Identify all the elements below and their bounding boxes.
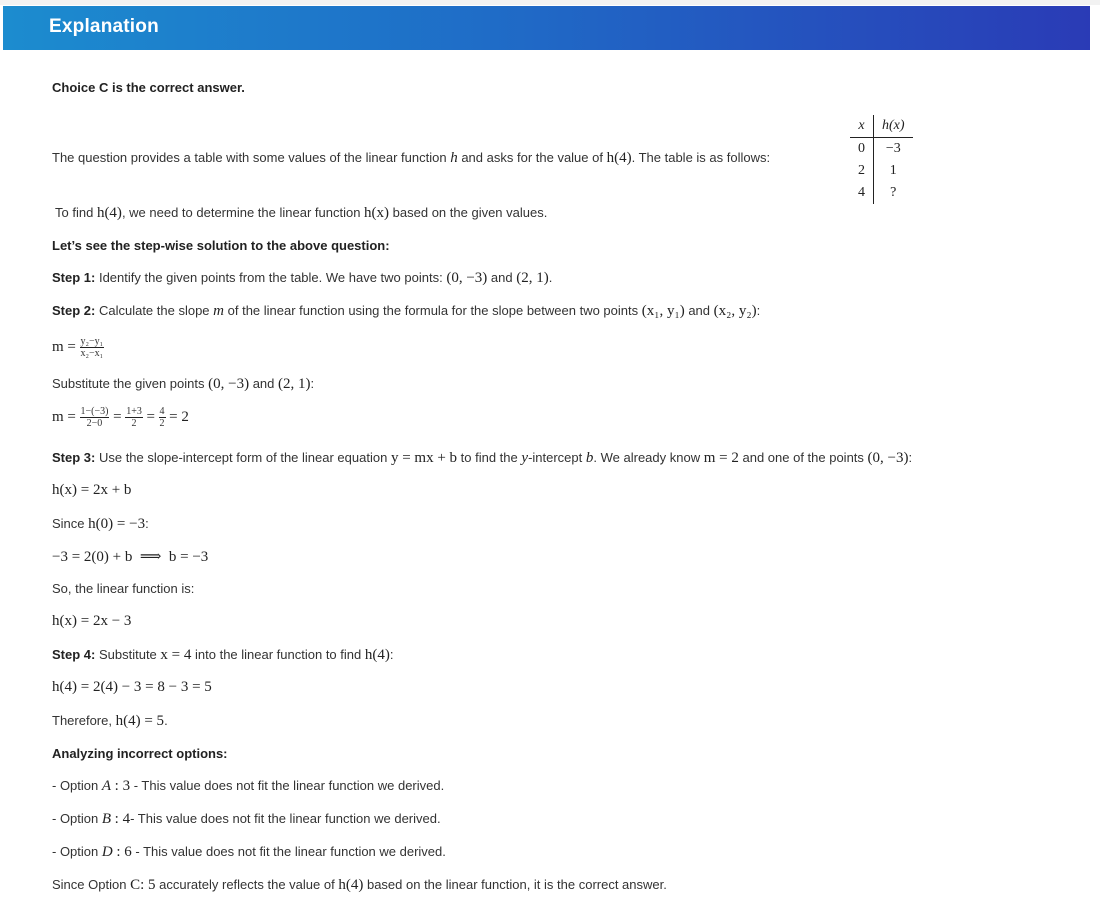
- option-value: : 6: [116, 844, 132, 860]
- step3-m-value: m = 2: [703, 450, 739, 466]
- step4-text-2: into the linear function to find: [195, 647, 362, 662]
- option-prefix: - Option: [52, 778, 99, 793]
- since-end: :: [145, 516, 149, 531]
- step4-paragraph: [52, 647, 394, 664]
- substitute-end: :: [310, 376, 315, 391]
- equals-sign: =: [146, 408, 155, 425]
- step4-text-1: Substitute: [98, 647, 157, 662]
- intro-h4: h(4): [606, 150, 632, 166]
- intro-h: h: [450, 150, 458, 166]
- step3-end: :: [908, 450, 913, 465]
- slope-calc-fraction-2: [125, 406, 143, 429]
- option-text: - This value does not fit the linear function we derived.: [130, 811, 441, 826]
- option-value: : 3: [114, 778, 131, 794]
- slope-formula-lhs: m =: [52, 338, 76, 355]
- fraction-denominator: 2−0: [86, 418, 103, 429]
- table-cell: 4: [850, 182, 874, 204]
- step1-and: and: [490, 270, 513, 285]
- values-table: [850, 115, 913, 204]
- table-row: [850, 182, 913, 204]
- table-row: [850, 160, 913, 182]
- intro-text-2: and asks for the value of: [461, 150, 603, 165]
- option-item: [52, 778, 444, 795]
- conclusion-text-2: accurately reflects the value of: [159, 877, 335, 892]
- step3-text-4: . We already know: [593, 450, 701, 465]
- fraction-numerator: 1+3: [126, 406, 142, 417]
- fraction-denominator: 2: [159, 418, 165, 429]
- fraction-denominator: 2: [131, 418, 137, 429]
- explanation-header: [3, 6, 1090, 50]
- fraction-numerator: 1−(−3): [80, 406, 109, 417]
- slope-calc-fraction-3: [159, 406, 166, 429]
- step1-end: .: [548, 270, 553, 285]
- analyzing-heading: Analyzing incorrect options:: [52, 746, 228, 761]
- table-cell: 1: [889, 163, 897, 178]
- conclusion-h4: h(4): [338, 877, 364, 893]
- since-equation: h(0) = −3: [88, 516, 146, 532]
- header-title: Explanation: [49, 16, 159, 37]
- step4-end: :: [389, 647, 394, 662]
- since-text: Since: [52, 516, 85, 531]
- step2-end: :: [756, 303, 761, 318]
- step2-text-1: Calculate the slope: [98, 303, 210, 318]
- option-letter: D: [101, 844, 113, 860]
- step3-label: Step 3:: [52, 450, 96, 465]
- step3-point: (0, −3): [867, 450, 909, 466]
- step2-point1: (x₁, y₁): [641, 303, 685, 319]
- slope-calc-lhs: m =: [52, 408, 76, 425]
- fraction-denominator: x₂−x₁: [80, 348, 104, 359]
- step2-m: m: [213, 303, 225, 319]
- table-header-x: x: [850, 115, 874, 138]
- step2-text-2: of the linear function using the formula for the slope between two points: [227, 303, 639, 318]
- intro-text-1: The question provides a table with some values of the linear function: [52, 150, 447, 165]
- step3-text-5: and one of the points: [742, 450, 864, 465]
- slope-calculation: [52, 406, 189, 429]
- therefore-paragraph: [52, 713, 168, 730]
- table-header-row: [850, 115, 913, 138]
- equals-sign: =: [113, 408, 122, 425]
- table-cell: −3: [885, 141, 901, 156]
- step1-label: Step 1:: [52, 270, 96, 285]
- fraction-numerator: y₂−y₁: [80, 336, 104, 347]
- step1-text: Identify the given points from the table. We have two points:: [98, 270, 443, 285]
- equation-solve-b: −3 = 2(0) + b ⟹ b = −3: [52, 549, 209, 565]
- substitute-point1: (0, −3): [208, 376, 250, 392]
- find-h4: h(4): [96, 205, 122, 221]
- equation-hx: h(x) = 2x + b: [52, 482, 132, 498]
- step2-paragraph: [52, 303, 760, 320]
- step4-equation: x = 4: [160, 647, 192, 663]
- step2-and: and: [688, 303, 711, 318]
- step1-point2: (2, 1): [516, 270, 549, 286]
- table-cell: 2: [850, 160, 874, 182]
- option-item: [52, 844, 446, 861]
- therefore-equation: h(4) = 5: [115, 713, 165, 729]
- option-text: - This value does not fit the linear function we derived.: [133, 778, 445, 793]
- conclusion-text-3: based on the linear function, it is the correct answer.: [366, 877, 667, 892]
- option-text: - This value does not fit the linear function we derived.: [135, 844, 446, 859]
- find-paragraph: [55, 205, 547, 222]
- step3-paragraph: [52, 450, 912, 467]
- slope-calc-result: = 2: [169, 408, 189, 425]
- step3-equation: y = mx + b: [390, 450, 458, 466]
- step2-point2: (x₂, y₂): [713, 303, 757, 319]
- table-header-hx: h(x): [874, 115, 913, 138]
- option-item: [52, 811, 441, 828]
- option-prefix: - Option: [52, 844, 99, 859]
- therefore-text: Therefore,: [52, 713, 112, 728]
- find-text-2: , we need to determine the linear function: [121, 205, 361, 220]
- step1-point1: (0, −3): [446, 270, 488, 286]
- option-value: : 4: [114, 811, 131, 827]
- find-text-3: based on the given values.: [392, 205, 548, 220]
- choice-statement: Choice C is the correct answer.: [52, 80, 245, 95]
- table-row: [850, 138, 913, 161]
- find-text-1: To find: [55, 205, 94, 220]
- step3-y: y: [521, 450, 529, 466]
- equation-h4: h(4) = 2(4) − 3 = 8 − 3 = 5: [52, 679, 212, 695]
- step3-text-3: -intercept: [528, 450, 583, 465]
- slope-formula-fraction: [80, 336, 105, 359]
- step3-text-2: to find the: [460, 450, 518, 465]
- step3-text-1: Use the slope-intercept form of the linear equation: [98, 450, 388, 465]
- substitute-point2: (2, 1): [278, 376, 311, 392]
- step1-paragraph: [52, 270, 552, 287]
- conclusion-paragraph: [52, 877, 667, 894]
- intro-text-3: . The table is as follows:: [631, 150, 771, 165]
- slope-calc-fraction-1: [80, 406, 110, 429]
- option-prefix: - Option: [52, 811, 99, 826]
- so-text: So, the linear function is:: [52, 581, 195, 596]
- conclusion-answer: C: 5: [130, 877, 156, 893]
- step4-h4: h(4): [364, 647, 390, 663]
- top-border: [0, 0, 1100, 5]
- option-letter: A: [101, 778, 112, 794]
- therefore-end: .: [164, 713, 168, 728]
- step3-b: b: [585, 450, 594, 466]
- conclusion-text-1: Since Option: [52, 877, 127, 892]
- substitute-paragraph: [52, 376, 314, 393]
- step4-label: Step 4:: [52, 647, 96, 662]
- step2-label: Step 2:: [52, 303, 96, 318]
- substitute-and: and: [252, 376, 275, 391]
- table-cell: 0: [850, 138, 874, 161]
- slope-formula: [52, 336, 104, 359]
- equation-final: h(x) = 2x − 3: [52, 613, 132, 629]
- since-paragraph: [52, 516, 149, 533]
- substitute-text: Substitute the given points: [52, 376, 205, 391]
- fraction-numerator: 4: [159, 406, 165, 417]
- intro-paragraph: [52, 150, 770, 167]
- option-letter: B: [101, 811, 112, 827]
- find-hx: h(x): [364, 205, 390, 221]
- table-cell: ?: [890, 185, 897, 200]
- stepwise-heading: Let’s see the step-wise solution to the above question:: [52, 238, 390, 253]
